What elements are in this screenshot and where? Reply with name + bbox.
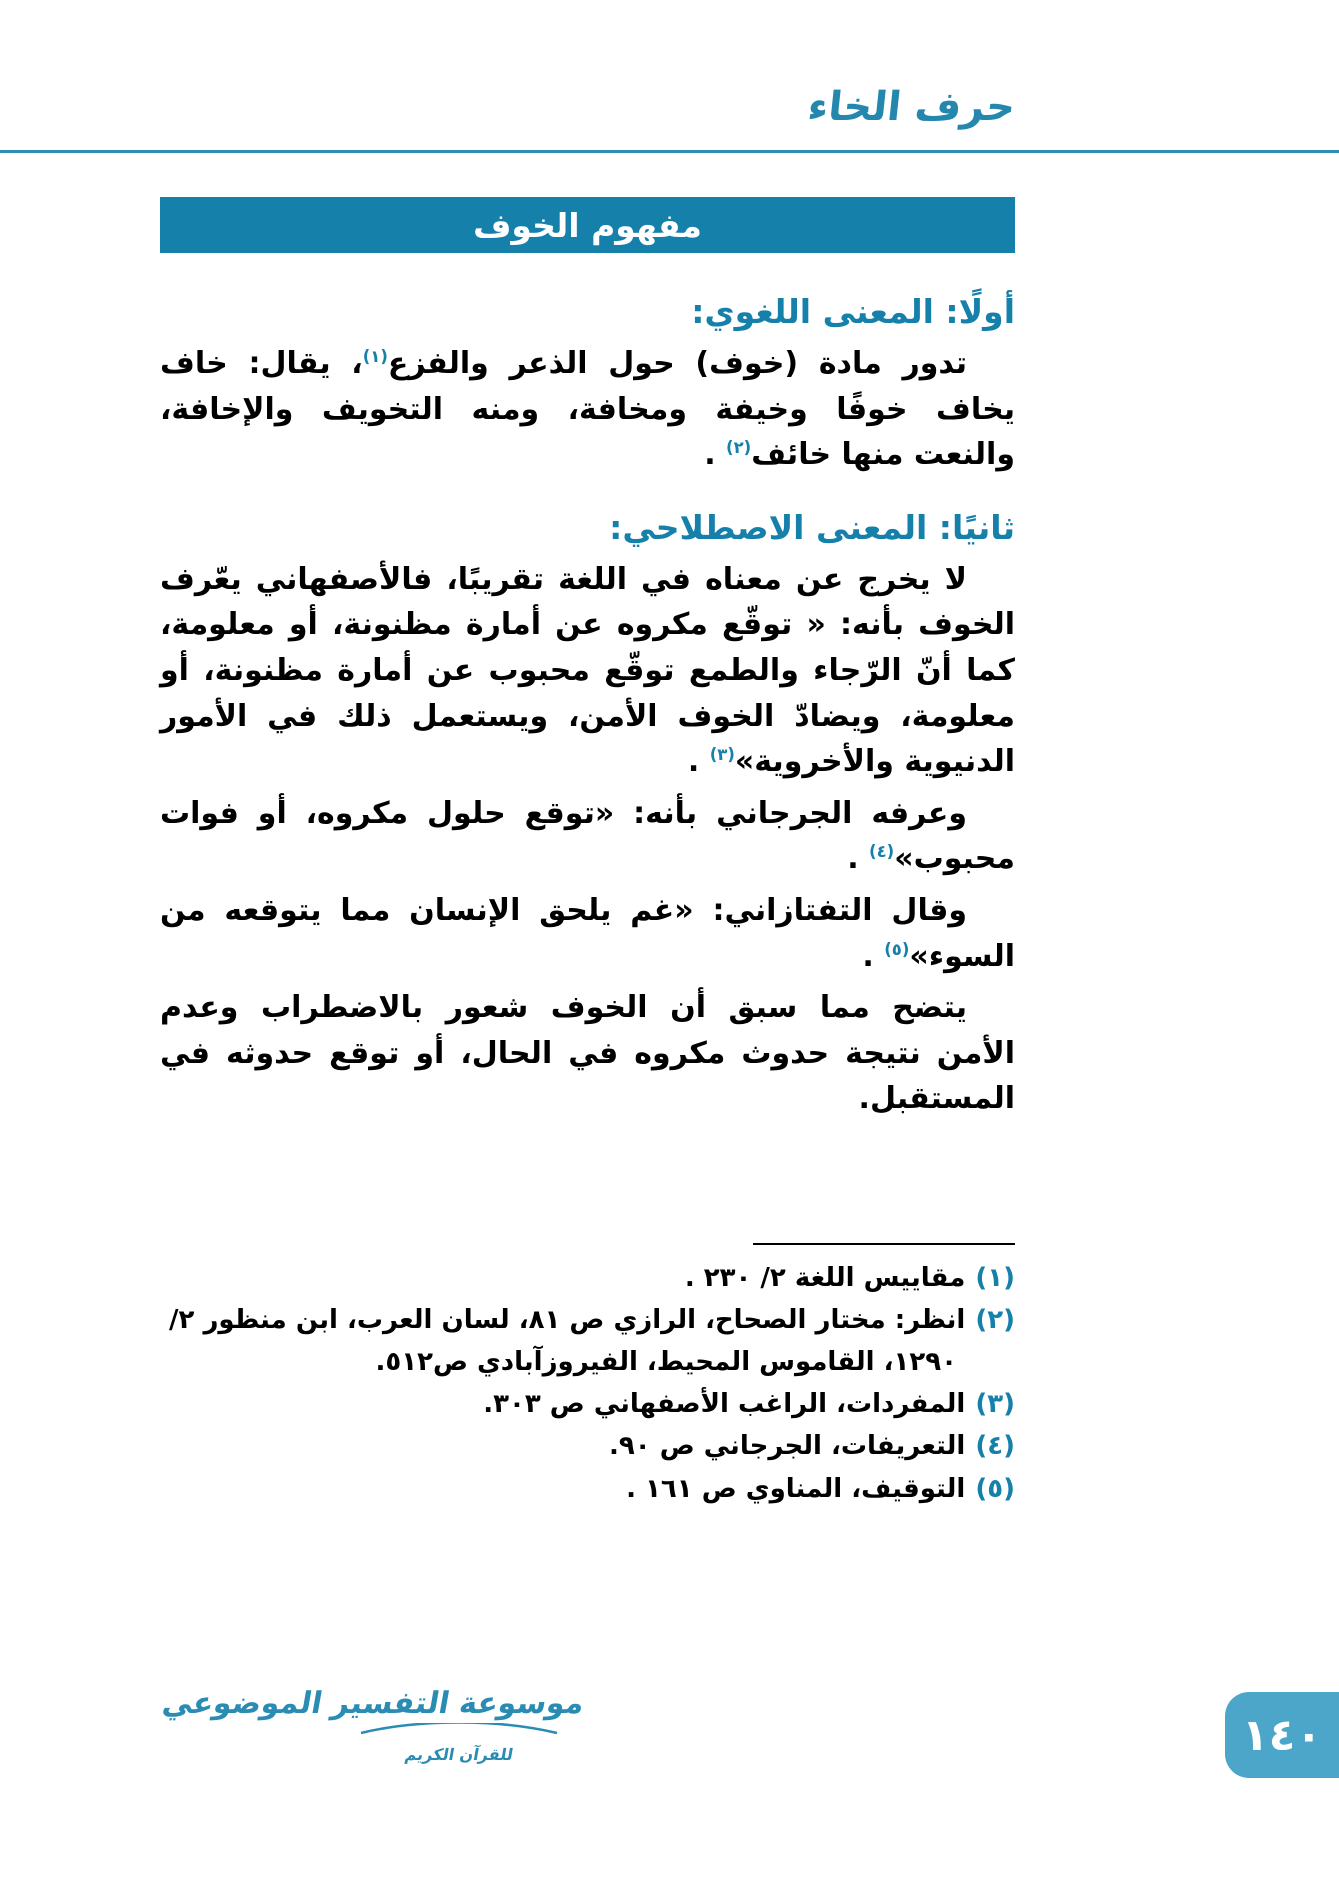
publisher-logo — [159, 1686, 588, 1764]
footnote-text: المفردات، الراغب الأصفهاني ص ٣٠٣. — [483, 1389, 966, 1420]
page-number: ١٤٠ — [1241, 1709, 1323, 1761]
main-content — [160, 278, 1015, 1128]
footnote-3 — [160, 1383, 1015, 1425]
paragraph-linguistic: تدور مادة (خوف) حول الذعر والفزع$^{(١)}$، يقال: خاف يخاف خوفًا وخيفة ومخافة، ومنه التخويف والإخافة، والنعت منها خائف$^{(٢)}$ . — [160, 346, 1015, 473]
footnote-text: مقاييس اللغة ٢/ ٢٣٠ . — [684, 1263, 966, 1293]
footnote-1 — [160, 1257, 1015, 1299]
section-banner — [160, 197, 1015, 253]
chapter-calligraphy: حرف الخاء — [805, 84, 1018, 130]
heading-linguistic-meaning: أولًا: المعنى اللغوي: — [691, 292, 1015, 331]
heading-terminological-meaning: ثانيًا: المعنى الاصطلاحي: — [609, 507, 1015, 547]
footnote-text: التعريفات، الجرجاني ص ٩٠. — [609, 1431, 966, 1462]
banner-title: مفهوم الخوف — [473, 205, 702, 245]
footnote-divider — [753, 1243, 1015, 1245]
footnote-number: (١) — [975, 1263, 1015, 1293]
paragraph-taftazani-definition: وقال التفتازاني: «غم يلحق الإنسان مما يتوقعه من السوء»$^{(٥)}$ . — [160, 892, 1015, 974]
footnote-5 — [160, 1468, 1015, 1510]
footnote-4 — [160, 1425, 1015, 1467]
footnote-text: التوقيف، المناوي ص ١٦١ . — [626, 1473, 966, 1504]
footnotes-section — [160, 1243, 1015, 1510]
footnote-number: (٤) — [975, 1431, 1015, 1462]
footnote-marker: (١) — [362, 347, 388, 366]
footnote-marker: (٤) — [869, 842, 895, 862]
footnote-number: (٢) — [975, 1305, 1015, 1336]
footnote-marker: (٢) — [726, 438, 752, 458]
paragraph-conclusion: يتضح مما سبق أن الخوف شعور بالاضطراب وعدم الأمن نتيجة حدوث مكروه في الحال، أو توقع حدوثه في المستقبل. — [160, 990, 1015, 1117]
page-number-tab — [1225, 1692, 1339, 1778]
footnote-marker: (٥) — [884, 939, 910, 959]
footnote-2 — [160, 1299, 1015, 1383]
header-divider — [0, 150, 1339, 153]
publisher-logo-subtitle: للقرآن الكريم — [403, 1745, 515, 1764]
publisher-logo-title: موسوعة التفسير الموضوعي — [159, 1686, 588, 1721]
paragraph-asfahani-definition: لا يخرج عن معناه في اللغة تقريبًا، فالأصفهاني يعّرف الخوف بأنه: « توقّع مكروه عن أمارة مظنونة، أو معلومة، كما أنّ الرّجاء والطمع توقّع محبوب عن أمارة مظنونة، أو معلومة، ويضادّ الخوف الأمن، ويستعمل ذلك في الأمور الدنيوية والأخروية»$^{(٣)}$ . — [160, 561, 1015, 780]
footnote-number: (٣) — [975, 1389, 1015, 1420]
logo-flourish-icon — [359, 1723, 559, 1737]
footnote-number: (٥) — [975, 1473, 1015, 1504]
footnote-text: انظر: مختار الصحاح، الرازي ص ٨١، لسان العرب، ابن منظور ٢/ ١٢٩٠، القاموس المحيط، الفيروزآبادي ص٥١٢. — [169, 1305, 966, 1378]
footnote-marker: (٣) — [709, 745, 735, 765]
paragraph-jurjani-definition: وعرفه الجرجاني بأنه: «توقع حلول مكروه، أو فوات محبوب»$^{(٤)}$ . — [160, 795, 1015, 877]
